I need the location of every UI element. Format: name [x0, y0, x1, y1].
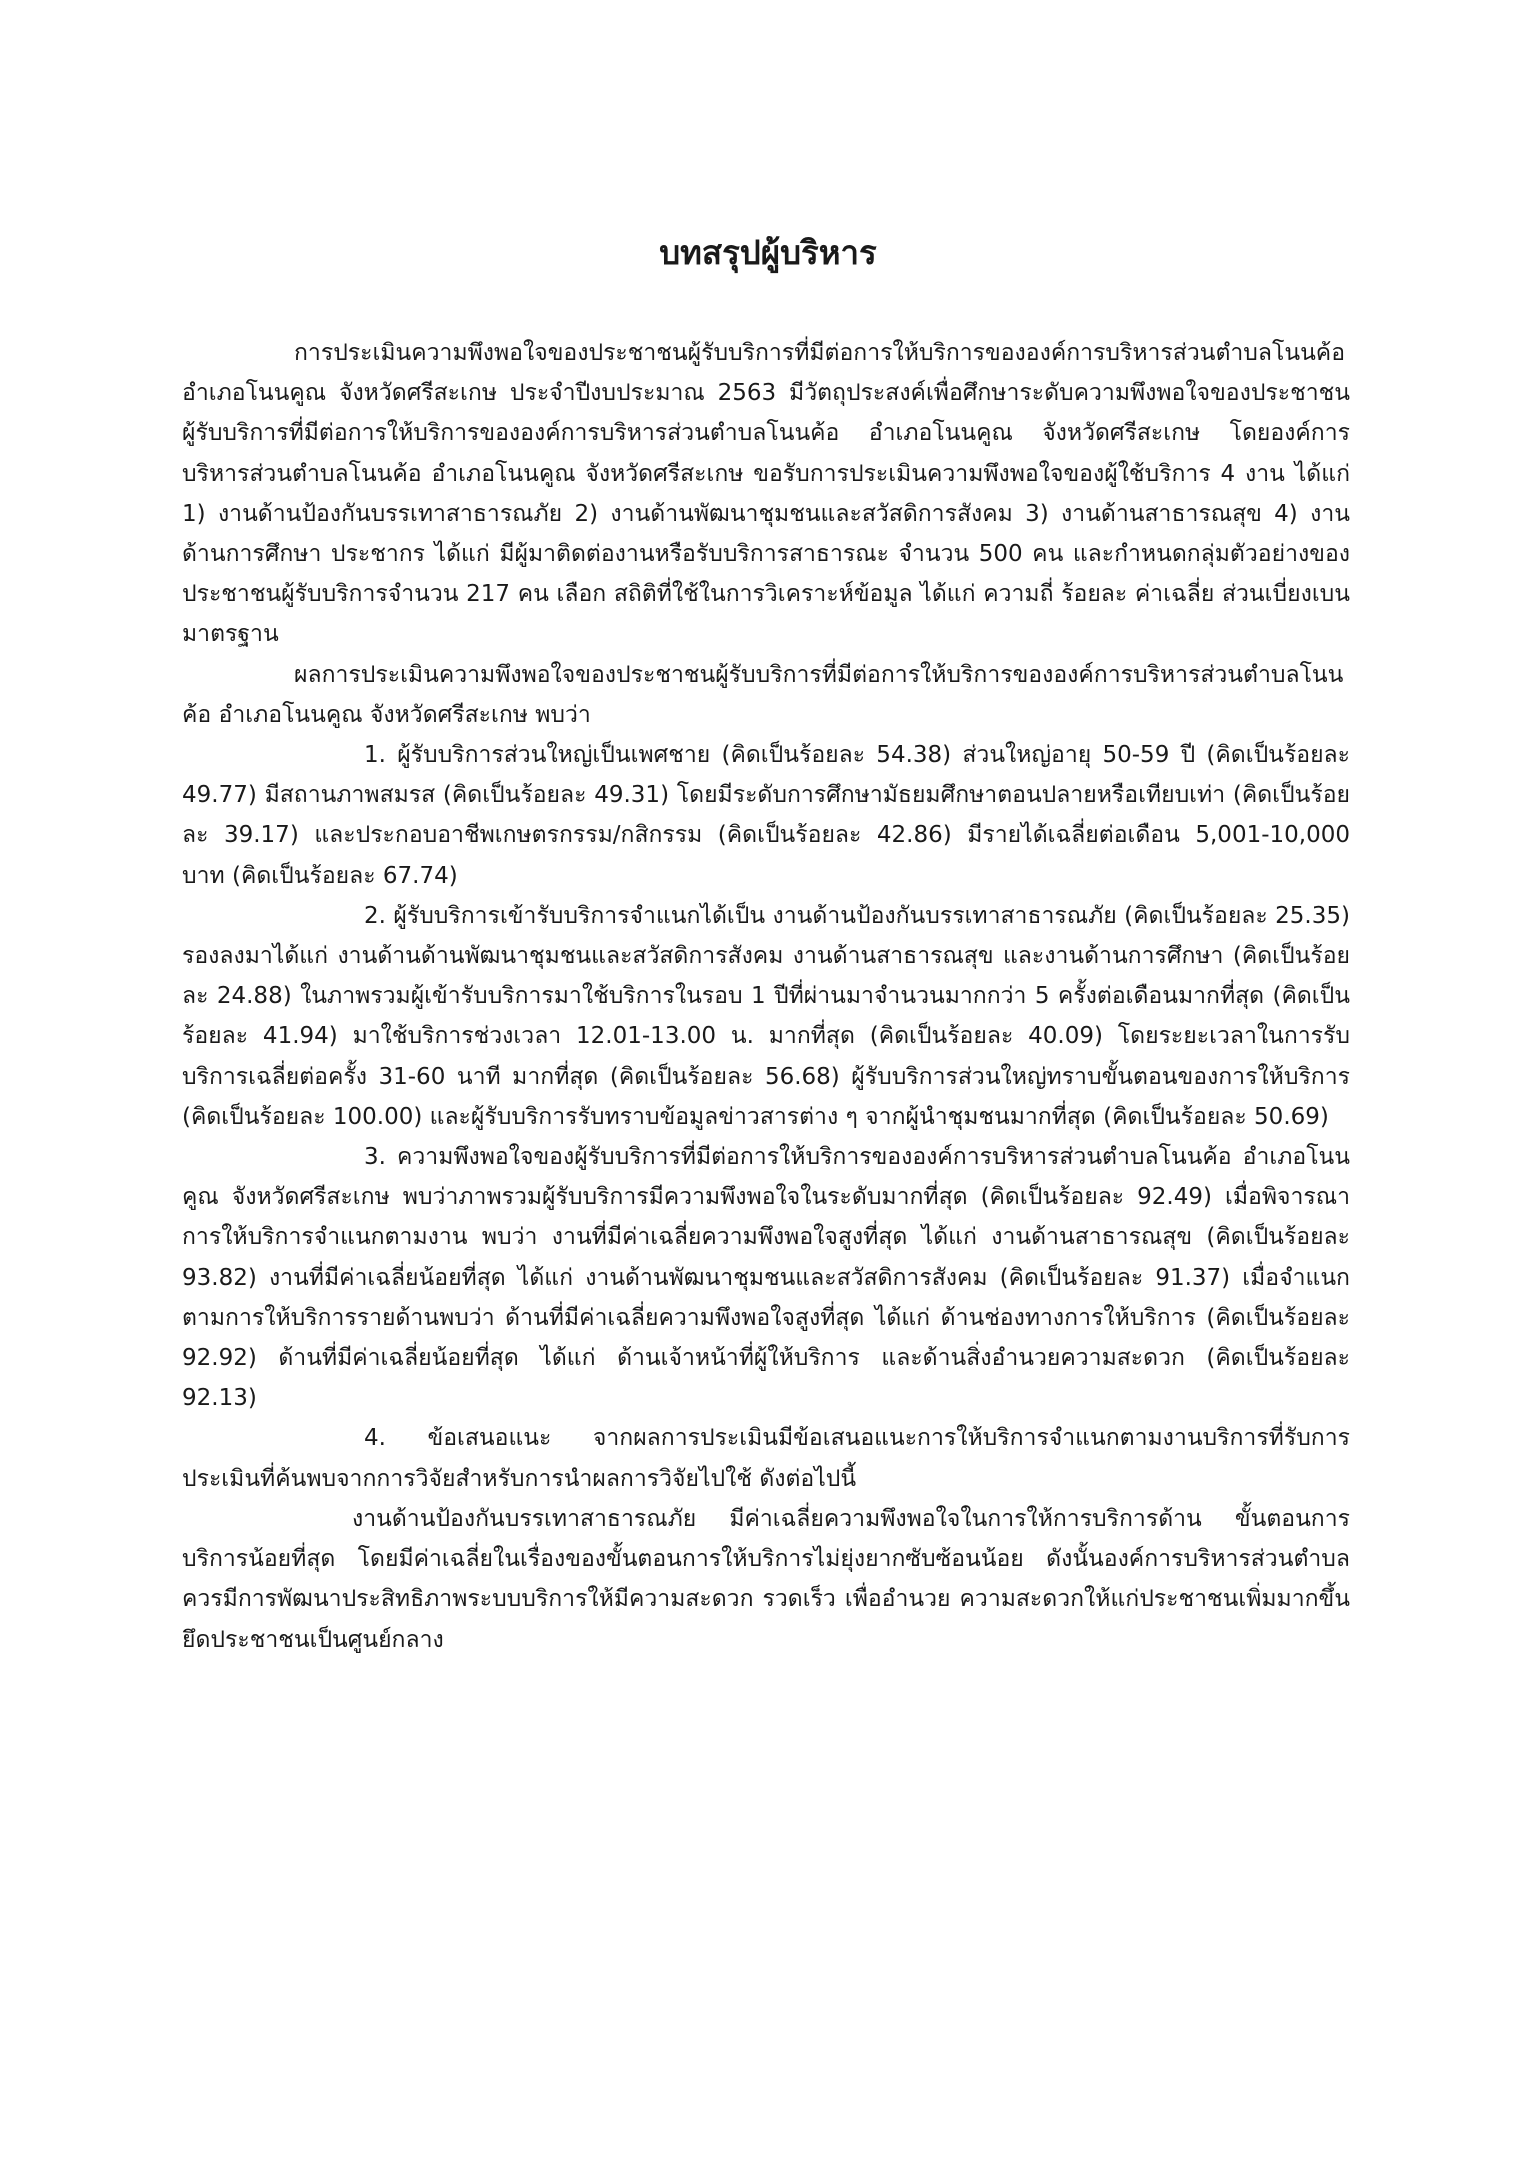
paragraph-recommendation: งานด้านป้องกันบรรเทาสาธารณภัย มีค่าเฉลี่ยความพึงพอใจในการให้การบริการด้าน ขั้นตอนการบริการน้อยที่สุด โดยมีค่าเฉลี่ยในเรื่องของขั้นตอนการให้บริการไม่ยุ่งยากซับซ้อนน้อย ดังนั้นองค์การบริหารส่วนตำบลควรมีการพัฒนาประสิทธิภาพระบบบริการให้มีความสะดวก รวดเร็ว เพื่ออำนวย ความสะดวกให้แก่ประชาชนเพิ่มมากขึ้น ยึดประชาชนเป็นศูนย์กลาง [182, 1505, 1350, 1653]
document-body [182, 333, 1350, 1660]
paragraph-finding-4: 4. ข้อเสนอแนะ จากผลการประเมินมีข้อเสนอแนะการให้บริการจำแนกตามงานบริการที่รับการประเมินที่ค้นพบจากการวิจัยสำหรับการนำผลการวิจัยไปใช้ ดังต่อไปนี้ [182, 1425, 1350, 1492]
paragraph-finding-3: 3. ความพึงพอใจของผู้รับบริการที่มีต่อการให้บริการขององค์การบริหารส่วนตำบลโนนค้อ อำเภอโนนคูณ จังหวัดศรีสะเกษ พบว่าภาพรวมผู้รับบริการมีความพึงพอใจในระดับมากที่สุด (คิดเป็นร้อยละ 92.49) เมื่อพิจารณาการให้บริการจำแนกตามงาน พบว่า งานที่มีค่าเฉลี่ยความพึงพอใจสูงที่สุด ได้แก่ งานด้านสาธารณสุข (คิดเป็นร้อยละ 93.82) งานที่มีค่าเฉลี่ยน้อยที่สุด ได้แก่ งานด้านพัฒนาชุมชนและสวัสดิการสังคม (คิดเป็นร้อยละ 91.37) เมื่อจำแนกตามการให้บริการรายด้านพบว่า ด้านที่มีค่าเฉลี่ยความพึงพอใจสูงที่สุด ได้แก่ ด้านช่องทางการให้บริการ (คิดเป็นร้อยละ 92.92) ด้านที่มีค่าเฉลี่ยน้อยที่สุด ได้แก่ ด้านเจ้าหน้าที่ผู้ให้บริการ และด้านสิ่งอำนวยความสะดวก (คิดเป็นร้อยละ 92.13) [182, 1144, 1350, 1412]
paragraph-intro: การประเมินความพึงพอใจของประชาชนผู้รับบริการที่มีต่อการให้บริการขององค์การบริหารส่วนตำบลโนนค้อ อำเภอโนนคูณ จังหวัดศรีสะเกษ ประจำปีงบประมาณ 2563 มีวัตถุประสงค์เพื่อศึกษาระดับความพึงพอใจของประชาชนผู้รับบริการที่มีต่อการให้บริการขององค์การบริหารส่วนตำบลโนนค้อ อำเภอโนนคูณ จังหวัดศรีสะเกษ โดยองค์การบริหารส่วนตำบลโนนค้อ อำเภอโนนคูณ จังหวัดศรีสะเกษ ขอรับการประเมินความพึงพอใจของผู้ใช้บริการ 4 งาน ได้แก่ 1) งานด้านป้องกันบรรเทาสาธารณภัย 2) งานด้านพัฒนาชุมชนและสวัสดิการสังคม 3) งานด้านสาธารณสุข 4) งานด้านการศึกษา ประชากร ได้แก่ มีผู้มาติดต่องานหรือรับบริการสาธารณะ จำนวน 500 คน และกำหนดกลุ่มตัวอย่างของประชาชนผู้รับบริการจำนวน 217 คน เลือก สถิติที่ใช้ในการวิเคราะห์ข้อมูล ได้แก่ ความถี่ ร้อยละ ค่าเฉลี่ย ส่วนเบี่ยงเบนมาตรฐาน [182, 340, 1350, 648]
page-title: บทสรุปผู้บริหาร [659, 233, 877, 272]
paragraph-finding-2: 2. ผู้รับบริการเข้ารับบริการจำแนกได้เป็น งานด้านป้องกันบรรเทาสาธารณภัย (คิดเป็นร้อยละ 25.35) รองลงมาได้แก่ งานด้านด้านพัฒนาชุมชนและสวัสดิการสังคม งานด้านสาธารณสุข และงานด้านการศึกษา (คิดเป็นร้อยละ 24.88) ในภาพรวมผู้เข้ารับบริการมาใช้บริการในรอบ 1 ปีที่ผ่านมาจำนวนมากกว่า 5 ครั้งต่อเดือนมากที่สุด (คิดเป็นร้อยละ 41.94) มาใช้บริการช่วงเวลา 12.01-13.00 น. มากที่สุด (คิดเป็นร้อยละ 40.09) โดยระยะเวลาในการรับบริการเฉลี่ยต่อครั้ง 31-60 นาที มากที่สุด (คิดเป็นร้อยละ 56.68) ผู้รับบริการส่วนใหญ่ทราบขั้นตอนของการให้บริการ (คิดเป็นร้อยละ 100.00) และผู้รับบริการรับทราบข้อมูลข่าวสารต่าง ๆ จากผู้นำชุมชนมากที่สุด (คิดเป็นร้อยละ 50.69) [182, 902, 1350, 1130]
paragraph-results-intro: ผลการประเมินความพึงพอใจของประชาชนผู้รับบริการที่มีต่อการให้บริการขององค์การบริหารส่วนตำบลโนนค้อ อำเภอโนนคูณ จังหวัดศรีสะเกษ พบว่า [182, 661, 1344, 728]
paragraph-finding-1: 1. ผู้รับบริการส่วนใหญ่เป็นเพศชาย (คิดเป็นร้อยละ 54.38) ส่วนใหญ่อายุ 50-59 ปี (คิดเป็นร้อยละ 49.77) มีสถานภาพสมรส (คิดเป็นร้อยละ 49.31) โดยมีระดับการศึกษามัธยมศึกษาตอนปลายหรือเทียบเท่า (คิดเป็นร้อยละ 39.17) และประกอบอาชีพเกษตรกรรม/กสิกรรม (คิดเป็นร้อยละ 42.86) มีรายได้เฉลี่ยต่อเดือน 5,001-10,000 บาท (คิดเป็นร้อยละ 67.74) [182, 742, 1350, 889]
